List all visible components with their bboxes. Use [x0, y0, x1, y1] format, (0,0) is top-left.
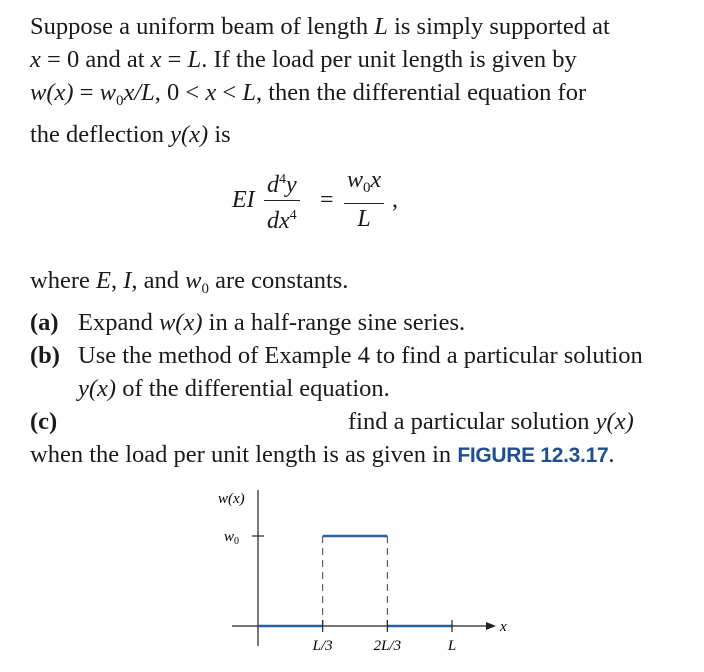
- x-tick-label-2: 2L/3: [373, 638, 402, 654]
- x-axis-arrow: [486, 622, 496, 630]
- part-a: (a) Expand w(x) in a half-range sine series.: [30, 306, 680, 339]
- constants-line: where E, I, and $w_0$ are constants.: [30, 267, 349, 297]
- equation-comma: ,: [392, 187, 398, 213]
- figure-reference-link[interactable]: FIGURE 12.3.17: [457, 444, 609, 467]
- x-axis-label: x: [500, 619, 507, 635]
- problem-intro: Suppose a uniform beam of length L is simply supported at x = 0 and at x = L. If the load per unit length is given by $w(x) = w_0x/L$, 0 < x < L, then the differential equation for the deflection y(x) is: [30, 13, 610, 148]
- d4y-dx4-fraction: $\frac{d^4y}{dx^4}$: [264, 165, 300, 236]
- part-b-continued: y(x) of the differential equation.: [78, 375, 390, 402]
- part-b-label: (b): [30, 342, 60, 369]
- part-a-label: (a): [30, 309, 59, 336]
- level-label: $w_0$: [224, 529, 240, 547]
- part-c: (c) find a particular solution y(x): [30, 405, 680, 438]
- x-tick-label-1: L/3: [312, 638, 333, 654]
- y-axis-label: w(x): [218, 491, 245, 507]
- part-b: (b) Use the method of Example 4 to find a particular solution: [30, 339, 680, 372]
- x-tick-label-3: L: [447, 638, 457, 654]
- equals-sign: =: [320, 187, 334, 213]
- part-c-continued: when the load per unit length is as given in FIGURE 12.3.17.: [30, 441, 615, 468]
- part-c-label: (c): [30, 408, 58, 435]
- ei-term: EI: [232, 187, 255, 213]
- load-fraction: $\frac{w_0x}{L}$: [344, 165, 384, 234]
